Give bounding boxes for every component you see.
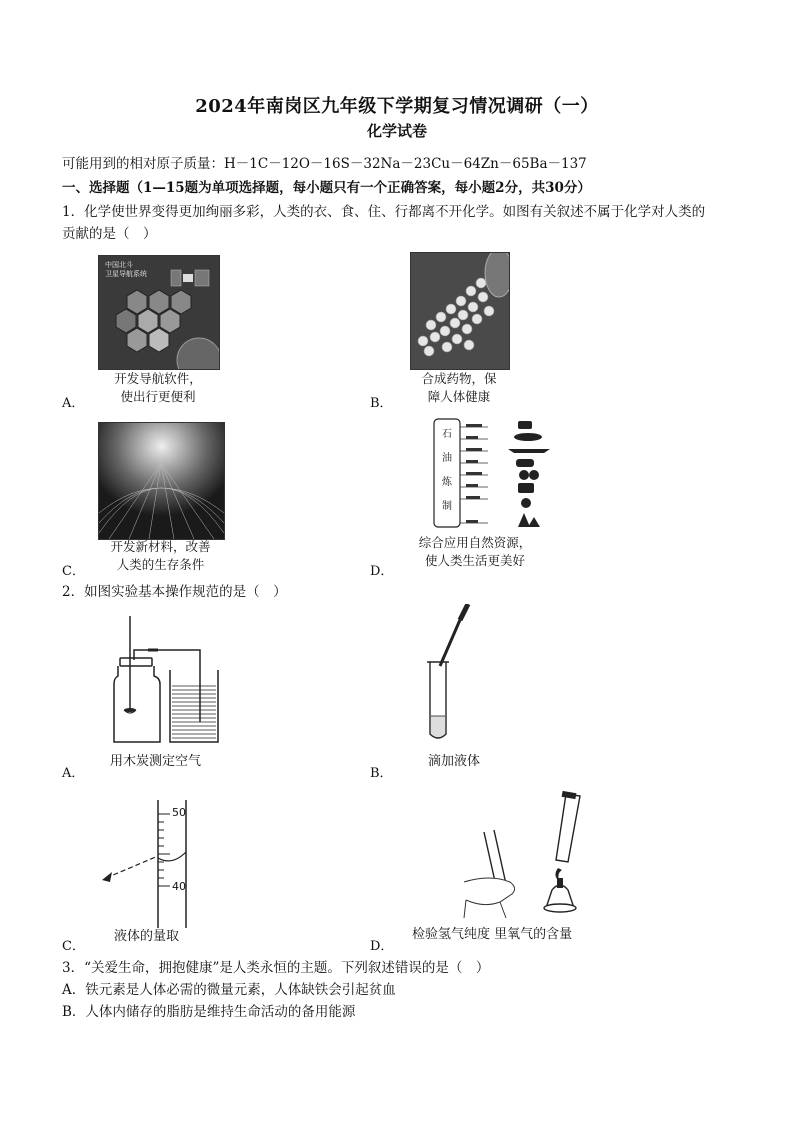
q1-a-caption-1: 开发导航软件， (114, 371, 202, 386)
q2-option-c-letter: C． (62, 939, 85, 954)
q1-b-caption-2: 障人体健康 (427, 389, 491, 404)
q1-c-caption-2: 人类的生存条件 (116, 557, 205, 572)
q2-b-dropper-diagram (420, 604, 480, 744)
q1-d-char-1: 石 (442, 429, 452, 440)
q1-c-material-image (98, 422, 225, 540)
q1-option-d-letter: D． (370, 564, 394, 579)
q1-option-a-letter: A． (62, 396, 85, 411)
q1-a-image-text2: 卫星导航系统 (105, 270, 147, 278)
q2-a-apparatus-diagram (110, 614, 225, 750)
q1-a-image-text1: 中国北斗 (105, 261, 133, 269)
q2-b-caption: 滴加液体 (428, 754, 481, 769)
q1-d-caption-2: 使人类生活更美好 (424, 553, 525, 568)
q1-d-char-4: 制 (442, 501, 452, 512)
q1-option-b-letter: B． (370, 396, 393, 411)
q2-d-hydrogen-test-diagram (460, 790, 610, 920)
q1-d-refining-diagram (420, 417, 560, 533)
q1-b-pills-image (410, 252, 510, 370)
q1-d-char-3: 炼 (442, 477, 452, 488)
q1-b-caption-1: 合成药物，保 (421, 371, 497, 386)
q1-d-caption-1: 综合应用自然资源， (418, 535, 532, 550)
q3-stem: 3．“关爱生命，拥抱健康”是人类永恒的主题。下列叙述错误的是（ ） (62, 960, 490, 976)
q2-option-a-letter: A． (62, 766, 85, 781)
q2-c-tick-50: 50 (172, 806, 186, 819)
q3-option-b: B．人体内储存的脂肪是维持生命活动的备用能源 (62, 1004, 356, 1020)
q1-stem-line2: 贡献的是（ ） (62, 226, 157, 242)
q2-c-cylinder-diagram (96, 800, 206, 928)
atomic-masses-line: 可能用到的相对原子质量：H－1C－12O－16S－32Na－23Cu－64Zn－65Ba－137 (62, 156, 587, 172)
q1-option-c-letter: C． (62, 564, 85, 579)
q2-c-caption: 液体的量取 (114, 929, 180, 944)
q1-stem-line1: 1．化学使世界变得更加绚丽多彩，人类的衣、食、住、行都离不开化学。如图有关叙述不属于化学对人类的 (62, 204, 706, 220)
section-1-heading: 一、选择题（1—15题为单项选择题，每小题只有一个正确答案，每小题2分，共30分） (62, 180, 591, 196)
q2-option-b-letter: B． (370, 766, 393, 781)
q1-c-caption-1: 开发新材料，改善 (110, 539, 211, 554)
q2-d-caption: 检验氢气纯度 里氧气的含量 (412, 927, 573, 942)
q2-a-caption: 用木炭测定空气 (110, 754, 202, 769)
q2-option-d-letter: D． (370, 939, 394, 954)
q1-a-beidou-image (98, 255, 220, 370)
q1-a-caption-2: 使出行更便利 (120, 389, 196, 404)
exam-subtitle: 化学试卷 (366, 122, 427, 140)
q1-d-char-2: 油 (442, 453, 452, 464)
q2-stem: 2．如图实验基本操作规范的是（ ） (62, 584, 287, 600)
exam-title: 2024年南岗区九年级下学期复习情况调研（一） (195, 96, 599, 117)
q2-c-tick-40: 40 (172, 880, 186, 893)
q3-option-a: A．铁元素是人体必需的微量元素，人体缺铁会引起贫血 (62, 982, 396, 998)
